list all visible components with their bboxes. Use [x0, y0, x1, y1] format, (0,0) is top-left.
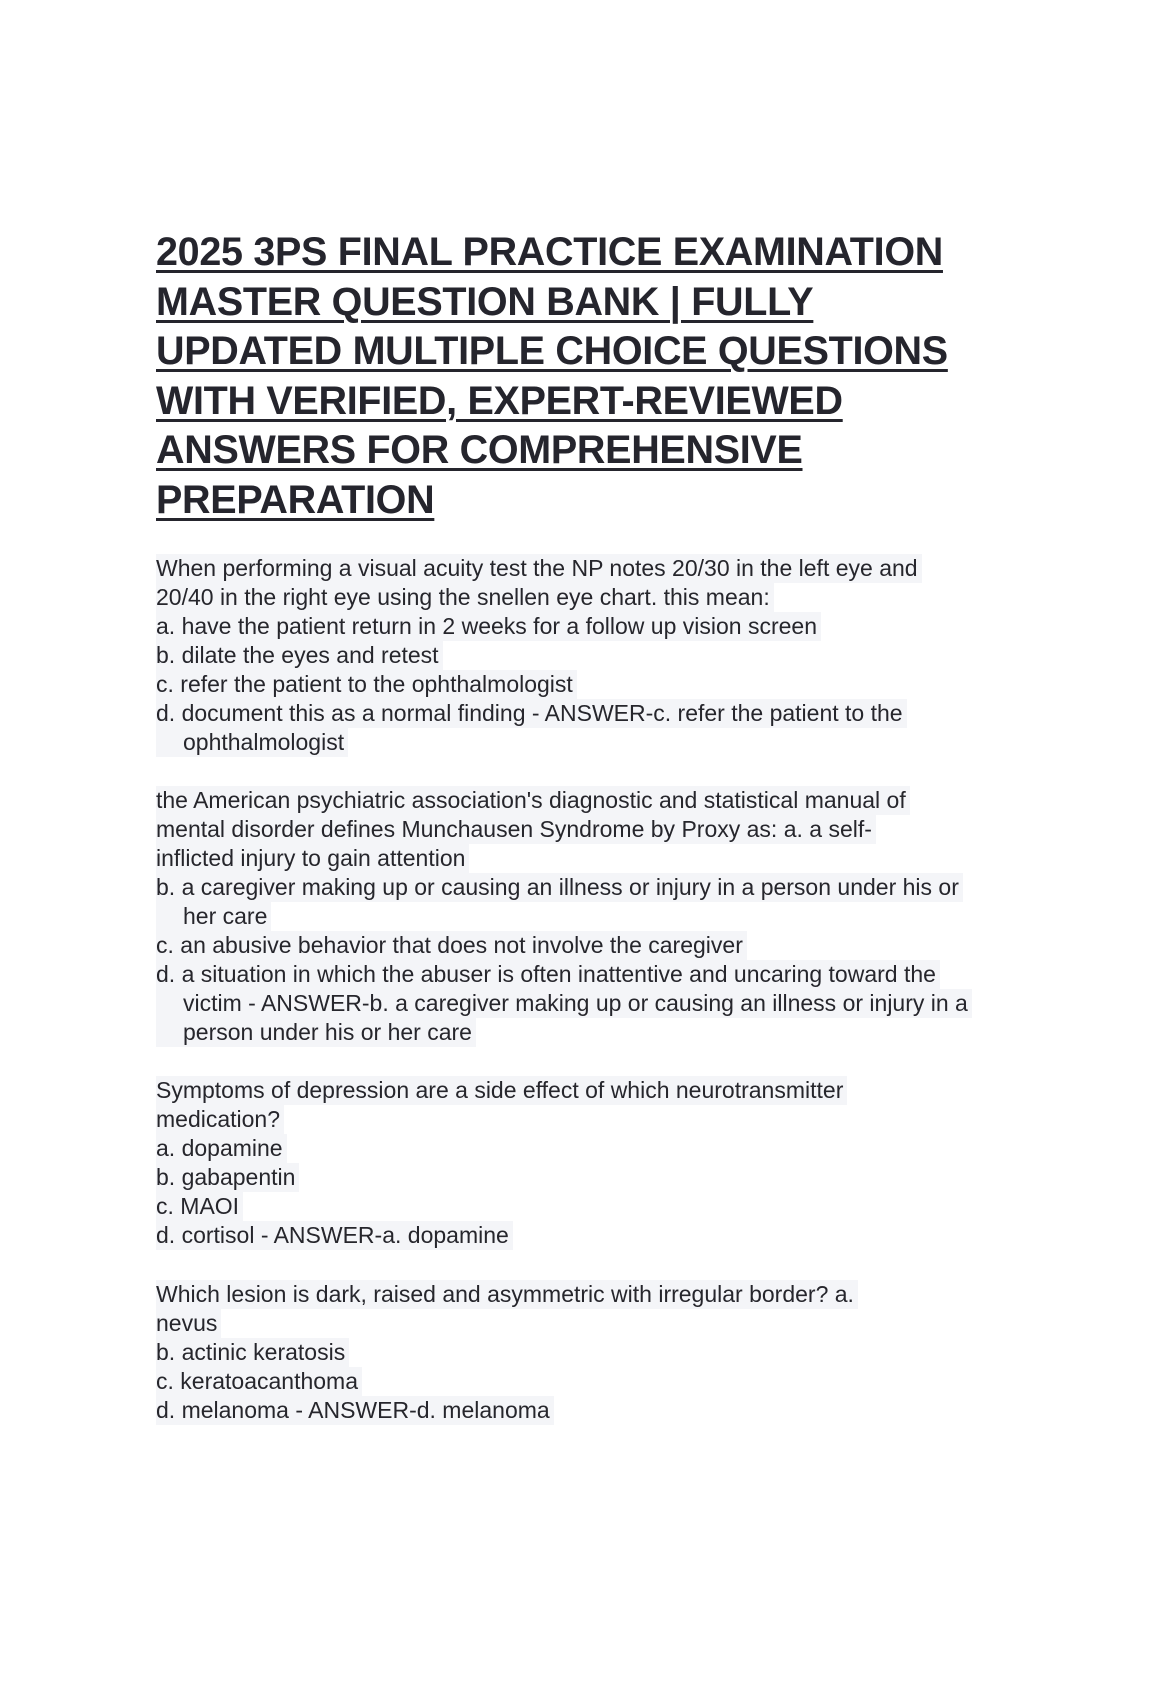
answer-option: a. have the patient return in 2 weeks for a follow up vision screen: [156, 612, 821, 641]
question-text: medication?: [156, 1105, 284, 1134]
answer-option: a. dopamine: [156, 1134, 287, 1163]
answer-option: b. actinic keratosis: [156, 1338, 349, 1367]
question-block-1: [156, 554, 922, 757]
answer-option: inflicted injury to gain attention: [156, 844, 469, 873]
title-line: PREPARATION: [156, 477, 435, 522]
title-line: WITH VERIFIED, EXPERT-REVIEWED: [156, 378, 843, 423]
question-text: Symptoms of depression are a side effect of which neurotransmitter: [156, 1076, 847, 1105]
title-line: MASTER QUESTION BANK | FULLY: [156, 279, 814, 324]
question-text: Which lesion is dark, raised and asymmetric with irregular border? a.: [156, 1280, 858, 1309]
answer-option: c. an abusive behavior that does not involve the caregiver: [156, 931, 747, 960]
question-text: nevus: [156, 1309, 221, 1338]
answer-option-with-answer: d. cortisol - ANSWER-a. dopamine: [156, 1221, 513, 1250]
answer-option: c. MAOI: [156, 1192, 243, 1221]
answer-option-with-answer: d. melanoma - ANSWER-d. melanoma: [156, 1396, 554, 1425]
question-text: mental disorder defines Munchausen Syndrome by Proxy as: a. a self-: [156, 815, 876, 844]
question-text: 20/40 in the right eye using the snellen eye chart. this mean:: [156, 583, 774, 612]
answer-continuation: person under his or her care: [156, 1018, 476, 1047]
answer-option: c. keratoacanthoma: [156, 1367, 362, 1396]
question-block-2: [156, 786, 972, 1047]
answer-option-with-answer: victim - ANSWER-b. a caregiver making up or causing an illness or injury in a: [156, 989, 972, 1018]
title-line: 2025 3PS FINAL PRACTICE EXAMINATION: [156, 230, 943, 274]
question-block-3: [156, 1076, 847, 1250]
title-line: UPDATED MULTIPLE CHOICE QUESTIONS: [156, 329, 948, 373]
answer-option-continuation: her care: [156, 902, 271, 931]
answer-option: c. refer the patient to the ophthalmologist: [156, 670, 577, 699]
answer-option: b. dilate the eyes and retest: [156, 641, 443, 670]
answer-option-with-answer: d. document this as a normal finding - ANSWER-c. refer the patient to the: [156, 699, 907, 728]
document-title: [156, 228, 996, 525]
answer-option: b. gabapentin: [156, 1163, 299, 1192]
question-block-4: [156, 1280, 858, 1425]
question-text: the American psychiatric association's diagnostic and statistical manual of: [156, 786, 910, 815]
question-text: When performing a visual acuity test the NP notes 20/30 in the left eye and: [156, 554, 922, 583]
answer-option: d. a situation in which the abuser is often inattentive and uncaring toward the: [156, 960, 940, 989]
answer-continuation: ophthalmologist: [156, 728, 348, 757]
title-line: ANSWERS FOR COMPREHENSIVE: [156, 428, 803, 472]
answer-option: b. a caregiver making up or causing an illness or injury in a person under his or: [156, 873, 963, 902]
